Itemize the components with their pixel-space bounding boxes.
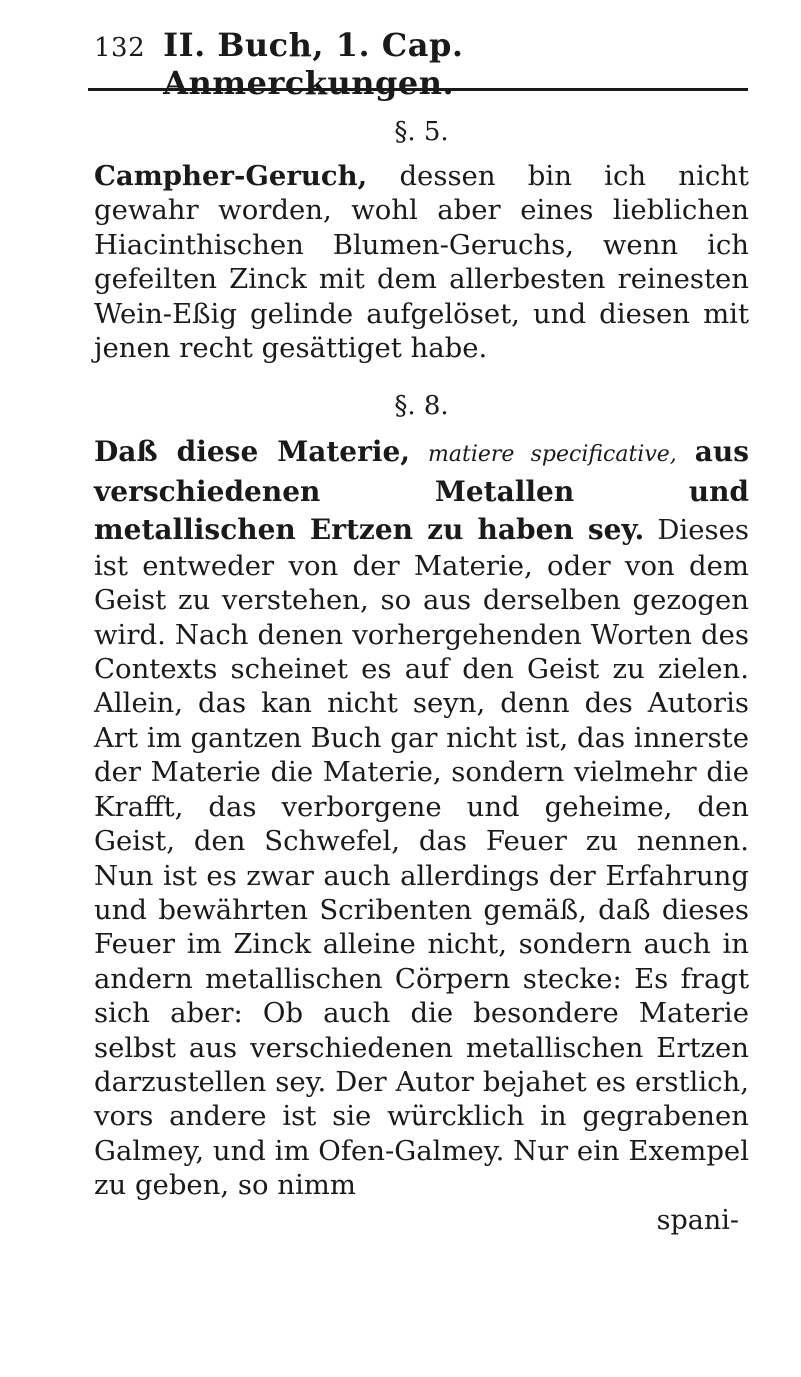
section-paragraph [94, 159, 749, 365]
section-lead: Daß diese Materie, [94, 435, 411, 469]
section-text: dessen bin ich nicht gewahr worden, wohl aber eines lieblichen Hiacinthischen Blumen-Geruchs, wenn ich gefeilten Zinck mit dem allerbesten reinesten Wein-Eßig gelinde aufgelöset, und diesen mit jenen recht gesättiget habe. [94, 160, 749, 365]
running-title: II. Buch, 1. Cap. Anmerckungen. [163, 26, 464, 102]
section-paragraph [94, 433, 749, 1202]
page-number: 132 [94, 33, 146, 63]
latin-term: matiere specificative, [428, 442, 677, 468]
catchword: spani- [656, 1204, 739, 1236]
running-head [94, 26, 749, 102]
section-lead: Campher-Geruch, [94, 160, 368, 192]
section-text: Dieses ist entweder von der Materie, oder von dem Geist zu verstehen, so aus derselben gezogen wird. Nach denen vorhergehenden Worten des Contexts scheinet es auf den Geist zu zielen. Allein, das kan nicht seyn, denn des Autoris Art im gantzen Buch gar nicht ist, das innerste der Materie die Materie, sondern vielmehr die Krafft, das verborgene und geheime, den Geist, den Schwefel, das Feuer zu nennen. Nun ist es zwar auch allerdings der Erfahrung und bewährten Scribenten gemäß, daß dieses Feuer im Zinck alleine nicht, sondern auch in andern metallischen Cörpern stecke: Es fragt sich aber: Ob auch die besondere Materie selbst aus verschiedenen metallischen Ertzen darzustellen sey. Der Autor bejahet es erstlich, vors andere ist sie würcklich in gegrabenen Galmey, und im Ofen-Galmey. Nur ein Exempel zu geben, so nimm [94, 513, 749, 1202]
section-number: §. 5. [394, 117, 449, 147]
section-lead-continued: aus verschiedenen Metallen und metallischen Ertzen zu haben sey. [94, 435, 750, 546]
section-number: §. 8. [394, 391, 449, 422]
